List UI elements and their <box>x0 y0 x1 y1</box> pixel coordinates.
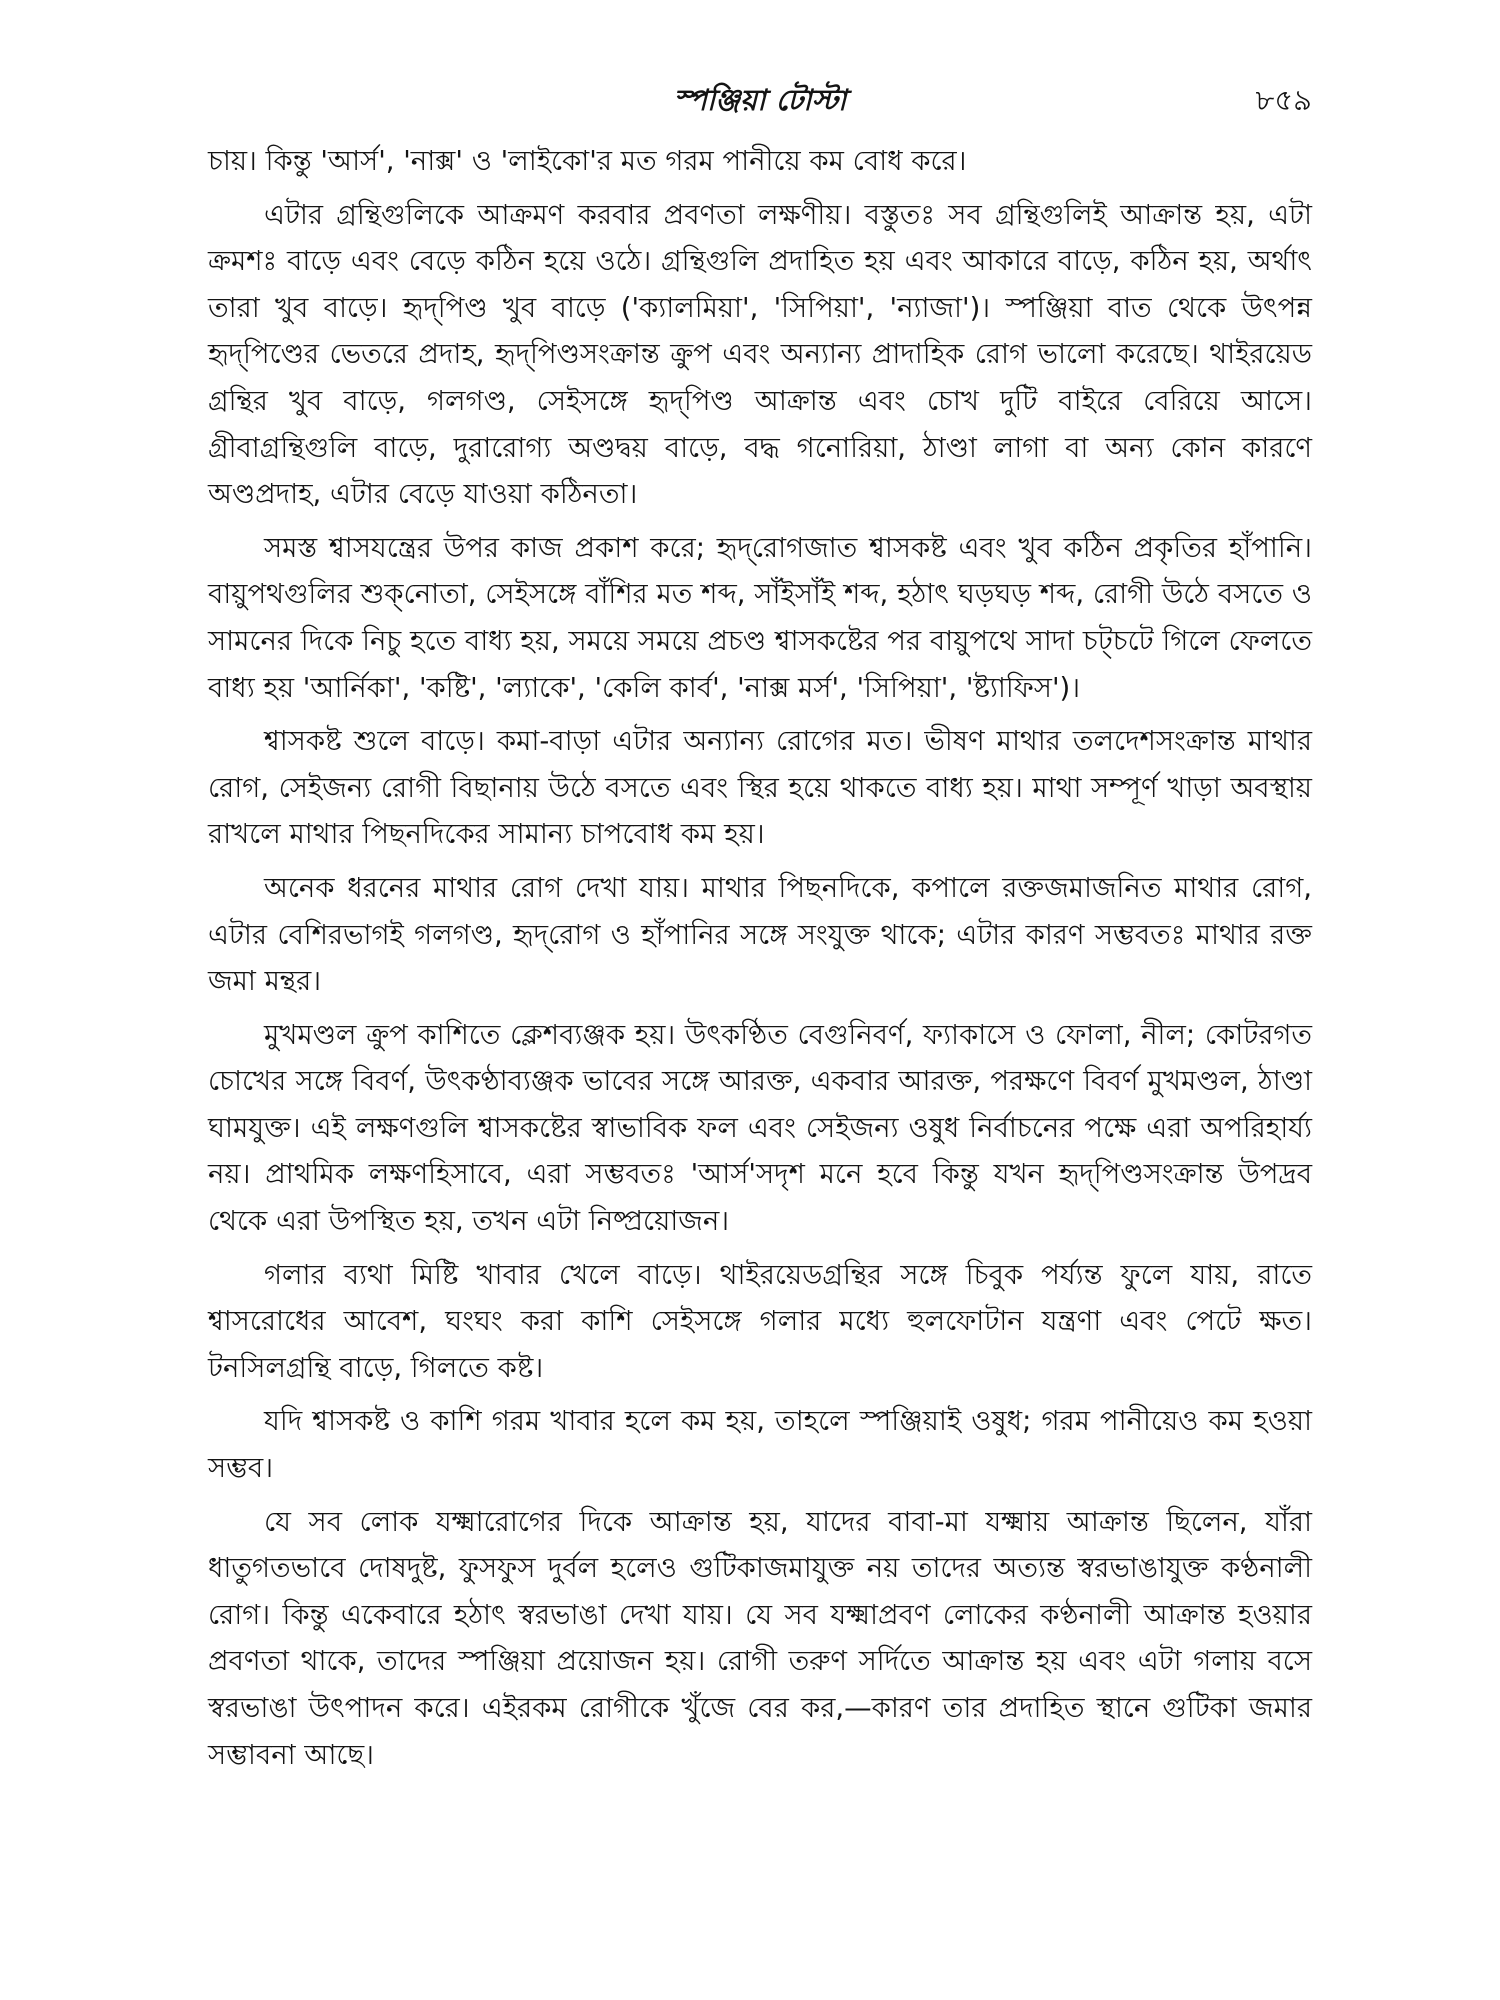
page-number: ৮৫৯ <box>1255 83 1312 117</box>
paragraph-4: শ্বাসকষ্ট শুলে বাড়ে। কমা-বাড়া এটার অন্যান্য রোগের মত। ভীষণ মাথার তলদেশসংক্রান্ত মাথার রোগ, সেইজন্য রোগী বিছানায় উঠে বসতে এবং স্থির হয়ে থাকতে বাধ্য হয়। মাথা সম্পূর্ণ খাড়া অবস্থায় রাখলে মাথার পিছনদিকের সামান্য চাপবোধ কম হয়। <box>208 725 1312 851</box>
page-header <box>208 72 1312 128</box>
paragraph-1: চায়। কিন্তু 'আর্স', 'নাক্স' ও 'লাইকো'র মত গরম পানীয়ে কম বোধ করে। <box>208 145 967 177</box>
paragraph-7: গলার ব্যথা মিষ্টি খাবার খেলে বাড়ে। থাইরয়েডগ্রন্থির সঙ্গে চিবুক পর্য্যন্ত ফুলে যায়, রাতে শ্বাসরোধের আবেশ, ঘংঘং করা কাশি সেইসঙ্গে গলার মধ্যে হুলফোটান যন্ত্রণা এবং পেটে ক্ষত। টনসিলগ্রন্থি বাড়ে, গিলতে কষ্ট। <box>208 1258 1312 1384</box>
page-body <box>208 138 1312 1978</box>
paragraph-5: অনেক ধরনের মাথার রোগ দেখা যায়। মাথার পিছনদিকে, কপালে রক্তজমাজনিত মাথার রোগ, এটার বেশিরভাগই গলগণ্ড, হৃদ্‌রোগ ও হাঁপানির সঙ্গে সংযুক্ত থাকে; এটার কারণ সম্ভবতঃ মাথার রক্ত জমা মন্থর। <box>208 871 1312 998</box>
running-title: স্পঞ্জিয়া টোস্টা <box>673 83 847 117</box>
paragraph-2: এটার গ্রন্থিগুলিকে আক্রমণ করবার প্রবণতা লক্ষণীয়। বস্তুতঃ সব গ্রন্থিগুলিই আক্রান্ত হয়, এটা ক্রমশঃ বাড়ে এবং বেড়ে কঠিন হয়ে ওঠে। গ্রন্থিগুলি প্রদাহিত হয় এবং আকারে বাড়ে, কঠিন হয়, অর্থাৎ তারা খুব বাড়ে। হৃদ্‌পিণ্ড খুব বাড়ে ('ক্যালমিয়া', 'সিপিয়া', 'ন্যাজা')। স্পঞ্জিয়া বাত থেকে উৎপন্ন হৃদ্‌পিণ্ডের ভেতরে প্রদাহ, হৃদ্‌পিণ্ডসংক্রান্ত ক্রুপ এবং অন্যান্য প্রাদাহিক রোগ ভালো করেছে। থাইরয়েড গ্রন্থির খুব বাড়ে, গলগণ্ড, সেইসঙ্গে হৃদ্‌পিণ্ড আক্রান্ত এবং চোখ দুটি বাইরে বেরিয়ে আসে। গ্রীবাগ্রন্থিগুলি বাড়ে, দুরারোগ্য অণ্ডদ্বয় বাড়ে, বদ্ধ গনোরিয়া, ঠাণ্ডা লাগা বা অন্য কোন কারণে অণ্ডপ্রদাহ, এটার বেড়ে যাওয়া কঠিনতা। <box>208 198 1312 511</box>
paragraph-9: যে সব লোক যক্ষ্মারোগের দিকে আক্রান্ত হয়, যাদের বাবা-মা যক্ষ্মায় আক্রান্ত ছিলেন, যাঁরা ধাতুগতভাবে দোষদুষ্ট, ফুসফুস দুর্বল হলেও গুটিকাজমাযুক্ত নয় তাদের অত্যন্ত স্বরভাঙাযুক্ত কণ্ঠনালী রোগ। কিন্তু একেবারে হঠাৎ স্বরভাঙা দেখা যায়। যে সব যক্ষ্মাপ্রবণ লোকের কণ্ঠনালী আক্রান্ত হওয়ার প্রবণতা থাকে, তাদের স্পঞ্জিয়া প্রয়োজন হয়। রোগী তরুণ সর্দিতে আক্রান্ত হয় এবং এটা গলায় বসে স্বরভাঙা উৎপাদন করে। এইরকম রোগীকে খুঁজে বের কর,—কারণ তার প্রদাহিত স্থানে গুটিকা জমার সম্ভাবনা আছে। <box>208 1505 1312 1771</box>
paragraph-6: মুখমণ্ডল ক্রুপ কাশিতে ক্লেশব্যঞ্জক হয়। উৎকণ্ঠিত বেগুনিবর্ণ, ফ্যাকাসে ও ফোলা, নীল; কোটরগত চোখের সঙ্গে বিবর্ণ, উৎকণ্ঠাব্যঞ্জক ভাবের সঙ্গে আরক্ত, একবার আরক্ত, পরক্ষণে বিবর্ণ মুখমণ্ডল, ঠাণ্ডা ঘামযুক্ত। এই লক্ষণগুলি শ্বাসকষ্টের স্বাভাবিক ফল এবং সেইজন্য ওষুধ নির্বাচনের পক্ষে এরা অপরিহার্য্য নয়। প্রাথমিক লক্ষণহিসাবে, এরা সম্ভবতঃ 'আর্স'সদৃশ মনে হবে কিন্তু যখন হৃদ্‌পিণ্ডসংক্রান্ত উপদ্রব থেকে এরা উপস্থিত হয়, তখন এটা নিষ্প্রয়োজন। <box>208 1018 1312 1238</box>
paragraph-8: যদি শ্বাসকষ্ট ও কাশি গরম খাবার হলে কম হয়, তাহলে স্পঞ্জিয়াই ওষুধ; গরম পানীয়েও কম হওয়া সম্ভব। <box>208 1405 1312 1485</box>
paragraph-3: সমস্ত শ্বাসযন্ত্রের উপর কাজ প্রকাশ করে; হৃদ্‌রোগজাত শ্বাসকষ্ট এবং খুব কঠিন প্রকৃতির হাঁপানি। বায়ুপথগুলির শুক্‌নোতা, সেইসঙ্গে বাঁশির মত শব্দ, সাঁইসাঁই শব্দ, হঠাৎ ঘড়ঘড় শব্দ, রোগী উঠে বসতে ও সামনের দিকে নিচু হতে বাধ্য হয়, সময়ে সময়ে প্রচণ্ড শ্বাসকষ্টের পর বায়ুপথে সাদা চট্‌চটে গিলে ফেলতে বাধ্য হয় 'আর্নিকা', 'কষ্টি', 'ল্যাকে', 'কেলি কার্ব', 'নাক্স মর্স', 'সিপিয়া', 'ষ্ট্যাফিস')। <box>208 531 1312 704</box>
